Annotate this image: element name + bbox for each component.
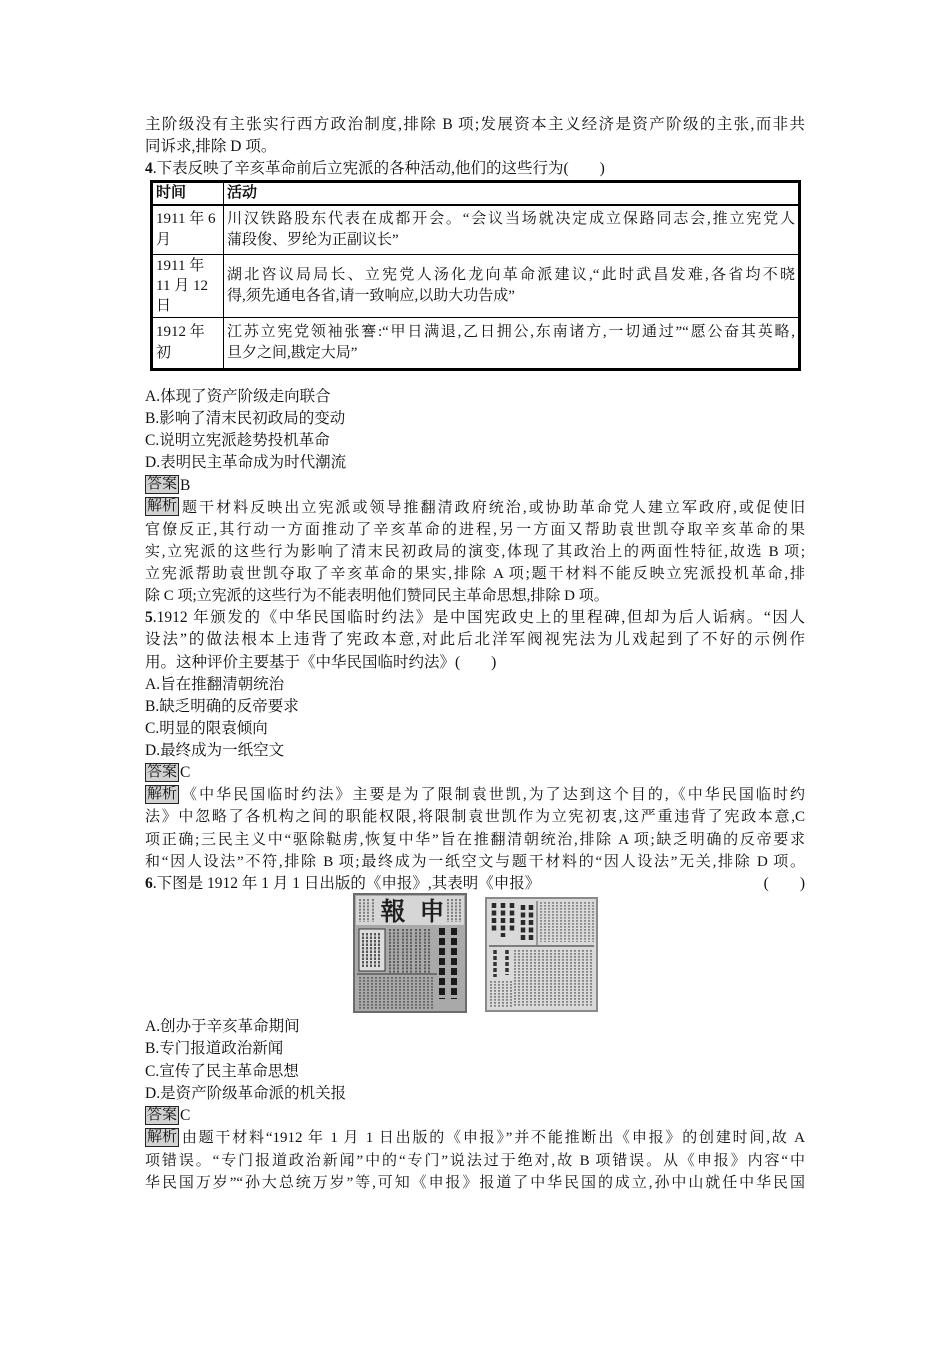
question-stem-main [145,873,540,895]
analysis-label: 解析 [147,785,178,802]
analysis-line: 华民国万岁”“孙大总统万岁”等,可知《申报》报道了中华民国的成立,孙中山就任中华民国 [145,1175,805,1192]
option-b: B.专门报道政治新闻 [145,1040,284,1058]
table-row [152,205,800,254]
question-stem-text: .下图是 1912 年 1 月 1 日出版的《申报》,其表明《申报》 [152,874,541,892]
question-number: 6 [145,874,153,892]
option-a: A.创办于辛亥革命期间 [145,1018,300,1035]
time-line: 1912 年 [156,323,205,340]
time-cell [152,205,224,254]
analysis-line [145,784,805,806]
newspaper-inner-page-image [485,897,598,1012]
time-line: 1911 年 [156,257,205,274]
question-stem-line: 设法”的做法根本上违背了宪政本意,对此后北洋军阀视宪法为儿戏起到了不好的示例作 [145,631,805,649]
activity-line: 川汉铁路股东代表在成都开会。“会议当场就决定成立保路同志会,推立宪党人 [227,210,795,227]
answer-line [145,762,805,784]
option-c: C.说明立宪派趁势投机革命 [145,432,330,450]
intro-line: 主阶级没有主张实行西方政治制度,排除 B 项;发展资本主义经济是资产阶级的主张,而非共 [145,116,805,133]
intro-line: 同诉求,排除 D 项。 [145,138,277,155]
activity-line: 江苏立宪党领袖张謇:“甲日满退,乙日拥公,东南诸方,一切通过”“愿公奋其英略, [227,323,795,340]
masthead-char-left: 報 [380,899,406,926]
option-c: C.明显的限袁倾向 [145,719,268,737]
masthead-char-right: 申 [419,899,445,926]
analysis-line: 实,立宪派的这些行为影响了清末民初政局的演变,体现了其政治上的两面性特征,故选 B 项; [145,543,805,560]
answer-label: 答案 [147,763,178,780]
analysis-line: 项错误。“专门报道政治新闻”中的“专门”说法过于绝对,故 B 项错误。从《申报》内容“中 [145,1152,805,1169]
question-5-stem [145,607,805,629]
analysis-label: 解析 [147,498,178,515]
activity-cell [224,317,800,369]
questions-block [145,386,805,895]
analysis-line: 除 C 项;立宪派的这些行为不能表明他们赞同民主革命思想,排除 D 项。 [145,588,609,605]
question-4-stem [145,158,805,180]
option-d: D.最终成为一纸空文 [145,742,285,759]
answer-blank: ( ) [763,874,805,892]
table-row [152,254,800,317]
question-stem-text: .1912 年颁发的《中华民国临时约法》是中国宪政史上的里程碑,但却为后人诟病。“因人 [152,609,805,627]
answer-label: 答案 [147,475,178,492]
answer-line [145,1105,805,1127]
analysis-text: 题干材料反映出立宪派或领导推翻清政府统治,或协助革命党人建立军政府,或促使旧 [180,499,805,516]
activity-line: 得,须先通电各省,请一致响应,以助大功告成” [227,287,515,304]
analysis-line: 官僚反正,其行动一方面推动了辛亥革命的进程,另一方面又帮助袁世凯夺取辛亥革命的果 [145,521,805,538]
question-number: 4 [145,160,153,177]
analysis-text: 由题干材料“1912 年 1 月 1 日出版的《申报》”并不能推断出《申报》的创建时间,故 A [180,1130,805,1147]
option-b: B.缺乏明确的反帝要求 [145,697,299,715]
activity-table [150,180,801,371]
time-cell [152,317,224,369]
time-cell [152,254,224,317]
analysis-line: 项正确;三民主义中“驱除鞑虏,恢复中华”旨在推翻清朝统治,排除 A 项;缺乏明确的反帝要求 [145,831,805,848]
option-a: A.体现了资产阶级走向联合 [145,388,331,405]
question-stem-text: .下表反映了辛亥革命前后立宪派的各种活动,他们的这些行为( ) [152,160,605,177]
activity-cell [224,205,800,254]
option-d: D.表明民主革命成为时代潮流 [145,454,347,472]
analysis-text: 《中华民国临时约法》主要是为了限制袁世凯,为了达到这个目的,《中华民国临时约 [180,787,805,804]
answer-line [145,475,805,497]
activity-line: 蒲段俊、罗纶为正副议长” [227,231,399,248]
header-time: 时间 [152,182,224,206]
time-line: 初 [156,344,172,361]
table-row [152,317,800,369]
analysis-line [145,497,805,519]
time-line: 日 [156,297,172,314]
activity-line: 旦夕之间,戡定大局” [227,344,358,361]
analysis-line: 立宪派帮助袁世凯夺取了辛亥革命的果实,排除 A 项;题干材料不能反映立宪派投机革命,排 [145,566,805,582]
time-line: 1911 年 6 [156,210,216,227]
answer-label: 答案 [147,1106,178,1123]
answer-value: B [180,476,191,494]
option-d: D.是资产阶级革命派的机关报 [145,1084,347,1102]
option-a: A.旨在推翻清朝统治 [145,675,285,693]
option-b: B.影响了清末民初政局的变动 [145,410,346,428]
answer-value: C [180,764,191,782]
intro-block [145,114,805,180]
time-line: 11 月 12 [156,277,208,294]
option-c: C.宣传了民主革命思想 [145,1062,299,1080]
analysis-label: 解析 [147,1129,178,1146]
activity-cell [224,254,800,317]
activity-line: 湖北咨议局局长、立宪党人汤化龙向革命派建议,“此时武昌发难,各省均不晓 [227,266,795,283]
analysis-line: 法》中忽略了各机构之间的职能权限,将限制袁世凯作为立宪初衷,这严重违背了宪政本意,C [145,809,805,826]
analysis-line [145,1127,805,1149]
question-number: 5 [145,609,153,627]
table-header-row [152,182,800,206]
header-activity: 活动 [224,182,800,206]
answer-value: C [180,1107,191,1125]
question-stem-line: 用。这种评价主要基于《中华民国临时约法》( ) [145,653,497,671]
question-6-block [145,1016,805,1194]
newspaper-front-page-image [353,893,467,1013]
time-line: 月 [156,231,172,248]
question-6-stem [145,873,805,895]
analysis-line: 和“因人设法”不符,排除 B 项;最终成为一纸空文与题干材料的“因人设法”无关,排除 D 项。 [145,853,805,870]
